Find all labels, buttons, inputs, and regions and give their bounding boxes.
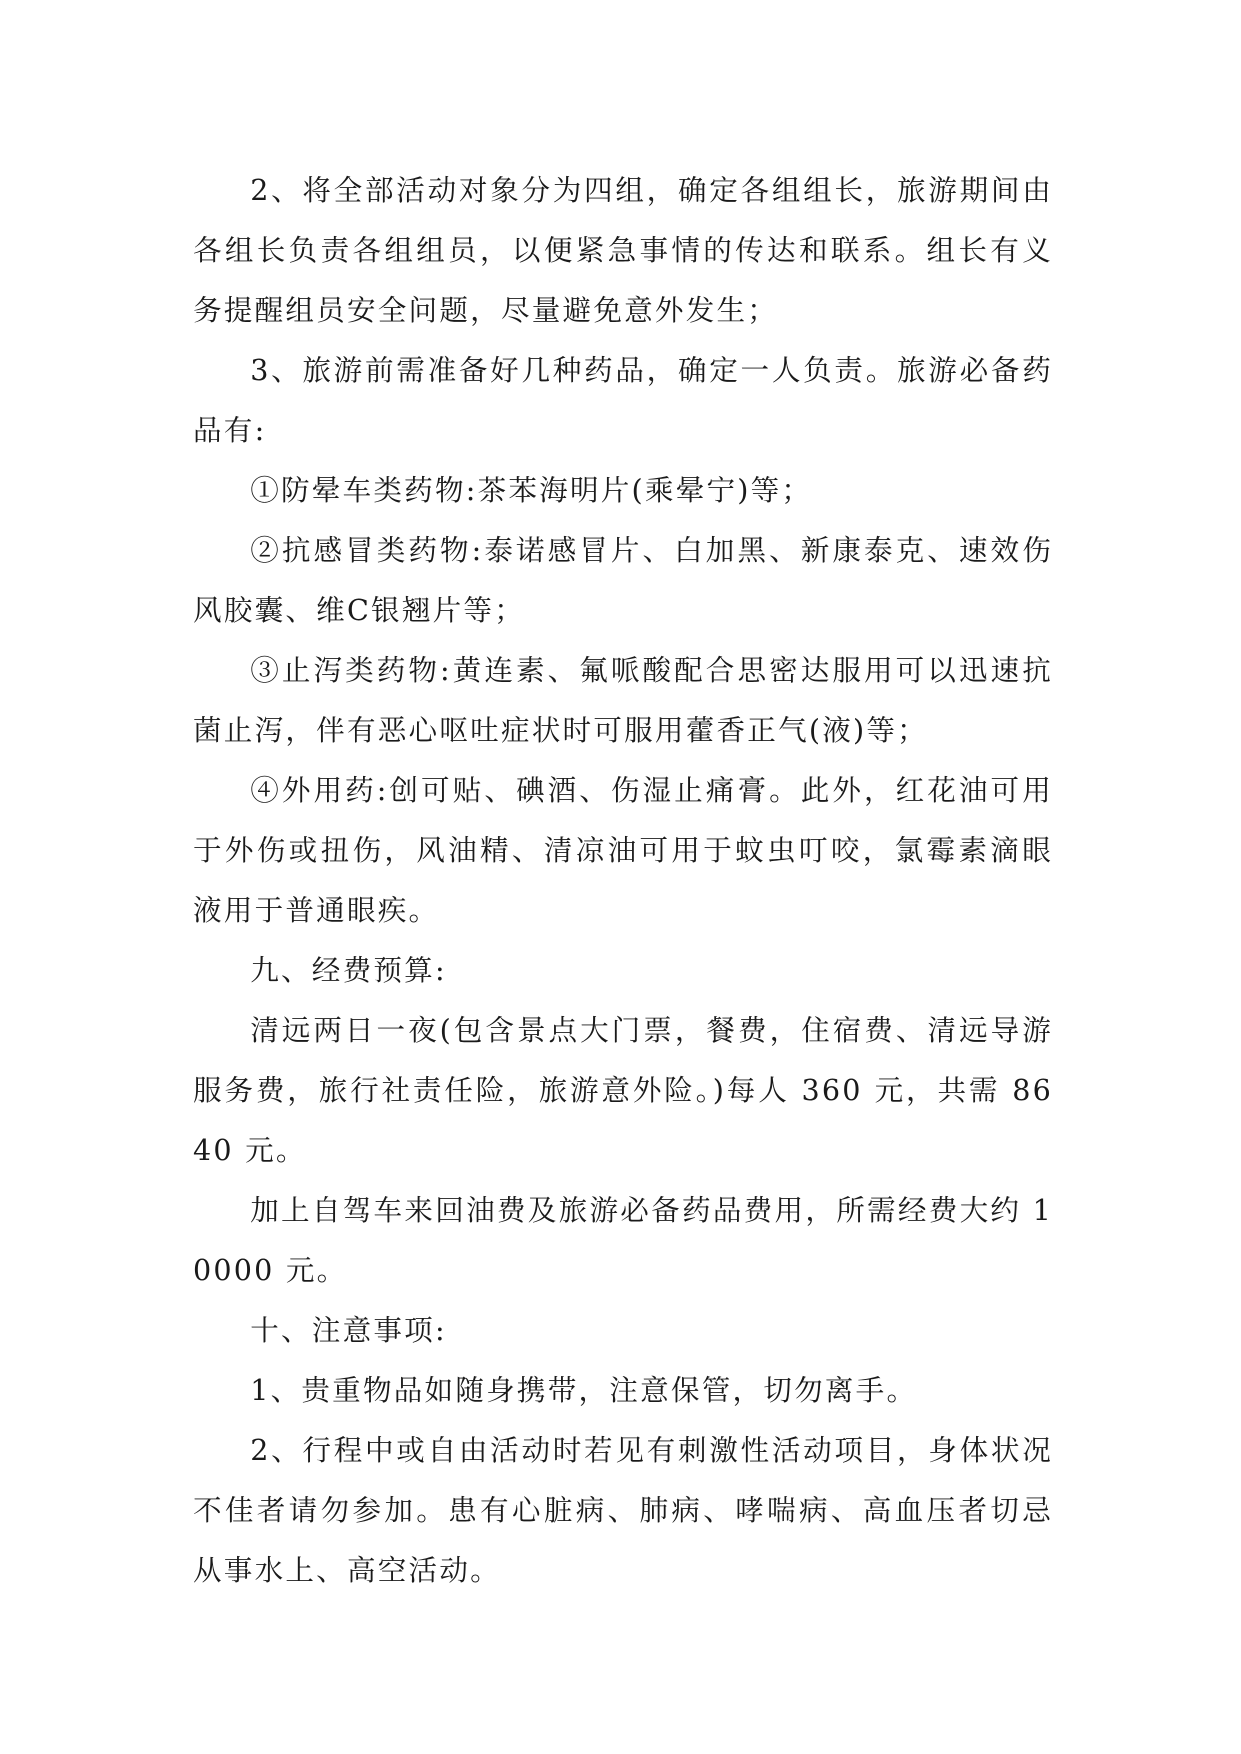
paragraph-trip-cost: 清远两日一夜(包含景点大门票，餐费，住宿费、清远导游服务费，旅行社责任险，旅游意外险。)每人 360 元，共需 8640 元。 [193,1013,1053,1167]
paragraph-medicine-prep: 3、旅游前需准备好几种药品，确定一人负责。旅游必备药品有: [193,353,1053,447]
paragraph-health-note: 2、行程中或自由活动时若见有刺激性活动项目，身体状况不佳者请勿参加。患有心脏病、肺病、哮喘病、高血压者切忌从事水上、高空活动。 [193,1433,1053,1587]
paragraph-group-leaders: 2、将全部活动对象分为四组，确定各组组长，旅游期间由各组长负责各组组员，以便紧急事情的传达和联系。组长有义务提醒组员安全问题，尽量避免意外发生； [193,173,1053,327]
paragraph-cold-drugs: ②抗感冒类药物:泰诺感冒片、白加黑、新康泰克、速效伤风胶囊、维C银翘片等； [193,533,1053,627]
paragraph-motion-sickness-drugs: ①防晕车类药物:茶苯海明片(乘晕宁)等； [250,473,813,507]
paragraph-antidiarrheal-drugs: ③止泻类药物:黄连素、氟哌酸配合思密达服用可以迅速抗菌止泻，伴有恶心呕吐症状时可服用藿香正气(液)等； [193,653,1053,747]
paragraph-external-drugs: ④外用药:创可贴、碘酒、伤湿止痛膏。此外，红花油可用于外伤或扭伤，风油精、清凉油可用于蚊虫叮咬，氯霉素滴眼液用于普通眼疾。 [193,773,1053,927]
document-body [193,160,1053,1600]
section-heading-budget: 九、经费预算: [250,953,447,987]
paragraph-total-cost: 加上自驾车来回油费及旅游必备药品费用，所需经费大约 10000 元。 [193,1193,1053,1287]
section-heading-notes: 十、注意事项: [250,1313,447,1347]
paragraph-valuables-note: 1、贵重物品如随身携带，注意保管，切勿离手。 [250,1373,918,1407]
